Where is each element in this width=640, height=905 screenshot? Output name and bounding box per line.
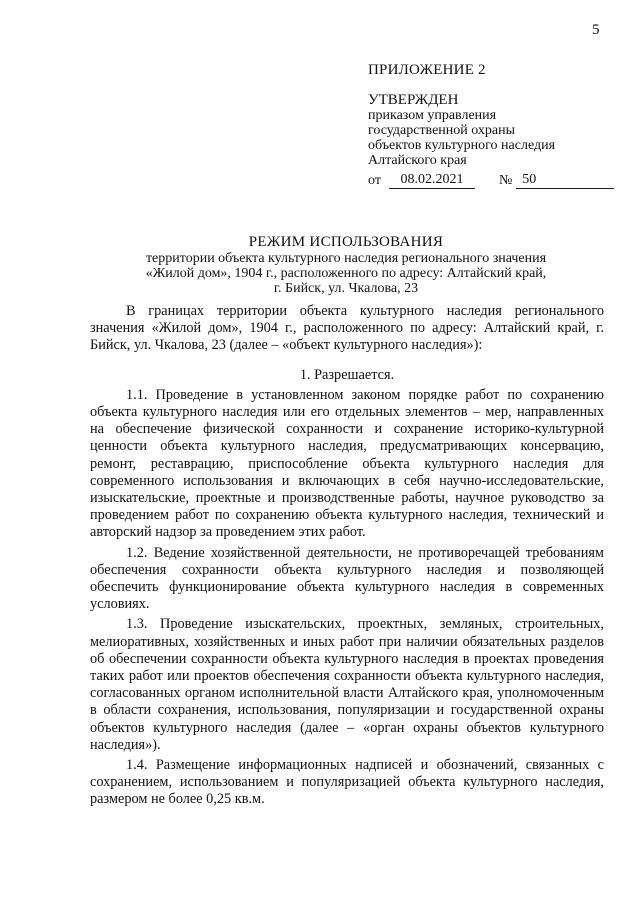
clause-number: 1.4. <box>126 757 156 774</box>
clause-item <box>90 616 604 754</box>
document-heading <box>90 233 602 296</box>
from-label: от <box>368 173 381 188</box>
approval-line: Алтайского края <box>368 153 467 168</box>
approval-line: приказом управления <box>368 108 497 123</box>
approval-line: объектов культурного наследия <box>368 138 556 153</box>
clause-text: Размещение информационных надписей и обозначений, связанных с сохранением, использованием и популяризацией объекта культурного наследия, размером не более 0,25 кв.м. <box>90 757 604 808</box>
clause-item <box>90 545 604 614</box>
document-title: РЕЖИМ ИСПОЛЬЗОВАНИЯ <box>248 234 444 250</box>
document-body <box>90 303 604 809</box>
clause-text: Проведение в установленном законом порядке работ по сохранению объекта культурного наследия или его отдельных элементов – мер, направленных на обеспечение физической сохранности и сохранение историко-культурной ценности объекта культурного наследия, предусматривающих консервацию, ремонт, реставрацию, приспособление объекта культурного наследия для современного использования и включающих в себя научно-исследовательские, изыскательские, проектные и производственные работы, научное руководство за проведением работ по сохранению объекта культурного наследия, технический и авторский надзор за проведением этих работ. <box>90 386 604 541</box>
order-date-row <box>368 171 618 189</box>
clause-number: 1.3. <box>126 616 161 633</box>
approval-block <box>368 62 618 189</box>
clause-number: 1.2. <box>126 544 154 561</box>
clause-text: Ведение хозяйственной деятельности, не противоречащей требованиям обеспечения сохранности объекта культурного наследия и позволяющей обеспечить функционирование объекта культурного наследия в современных условиях. <box>90 544 604 613</box>
number-label: № <box>498 173 513 188</box>
order-date: 08.02.2021 <box>389 172 475 189</box>
approval-line: государственной охраны <box>368 123 516 138</box>
page-number: 5 <box>592 22 600 38</box>
order-number: 50 <box>516 172 614 189</box>
intro-paragraph: В границах территории объекта культурного наследия регионального значения «Жилой дом», 1904 г., расположенного по адресу: Алтайский край, г. Бийск, ул. Чкалова, 23 (далее – «объект культурного наследия»): <box>90 303 604 354</box>
clause-number: 1.1. <box>126 386 156 403</box>
approved-label: УТВЕРЖДЕН <box>368 92 459 108</box>
appendix-label: ПРИЛОЖЕНИЕ 2 <box>368 62 486 78</box>
section-title: 1. Разрешается. <box>299 366 395 383</box>
clause-item <box>90 757 604 809</box>
clause-text: Проведение изыскательских, проектных, земляных, строительных, мелиоративных, хозяйственных и иных работ при наличии обязательных разделов об обеспечении сохранности объекта культурного наследия в проектах проведения таких работ или проектов обеспечения сохранности объекта культурного наследия, согласованных органом исполнительной власти Алтайского края, уполномоченным в области сохранения, использования, популяризации и государственной охраны объектов культурного наследия (далее – «орган охраны объектов культурного наследия»). <box>90 616 604 753</box>
subtitle-line: «Жилой дом», 1904 г., расположенного по адресу: Алтайский край, <box>145 266 547 281</box>
subtitle-line: территории объекта культурного наследия регионального значения <box>145 251 547 266</box>
subtitle-line: г. Бийск, ул. Чкалова, 23 <box>273 281 419 296</box>
clause-item <box>90 387 604 542</box>
